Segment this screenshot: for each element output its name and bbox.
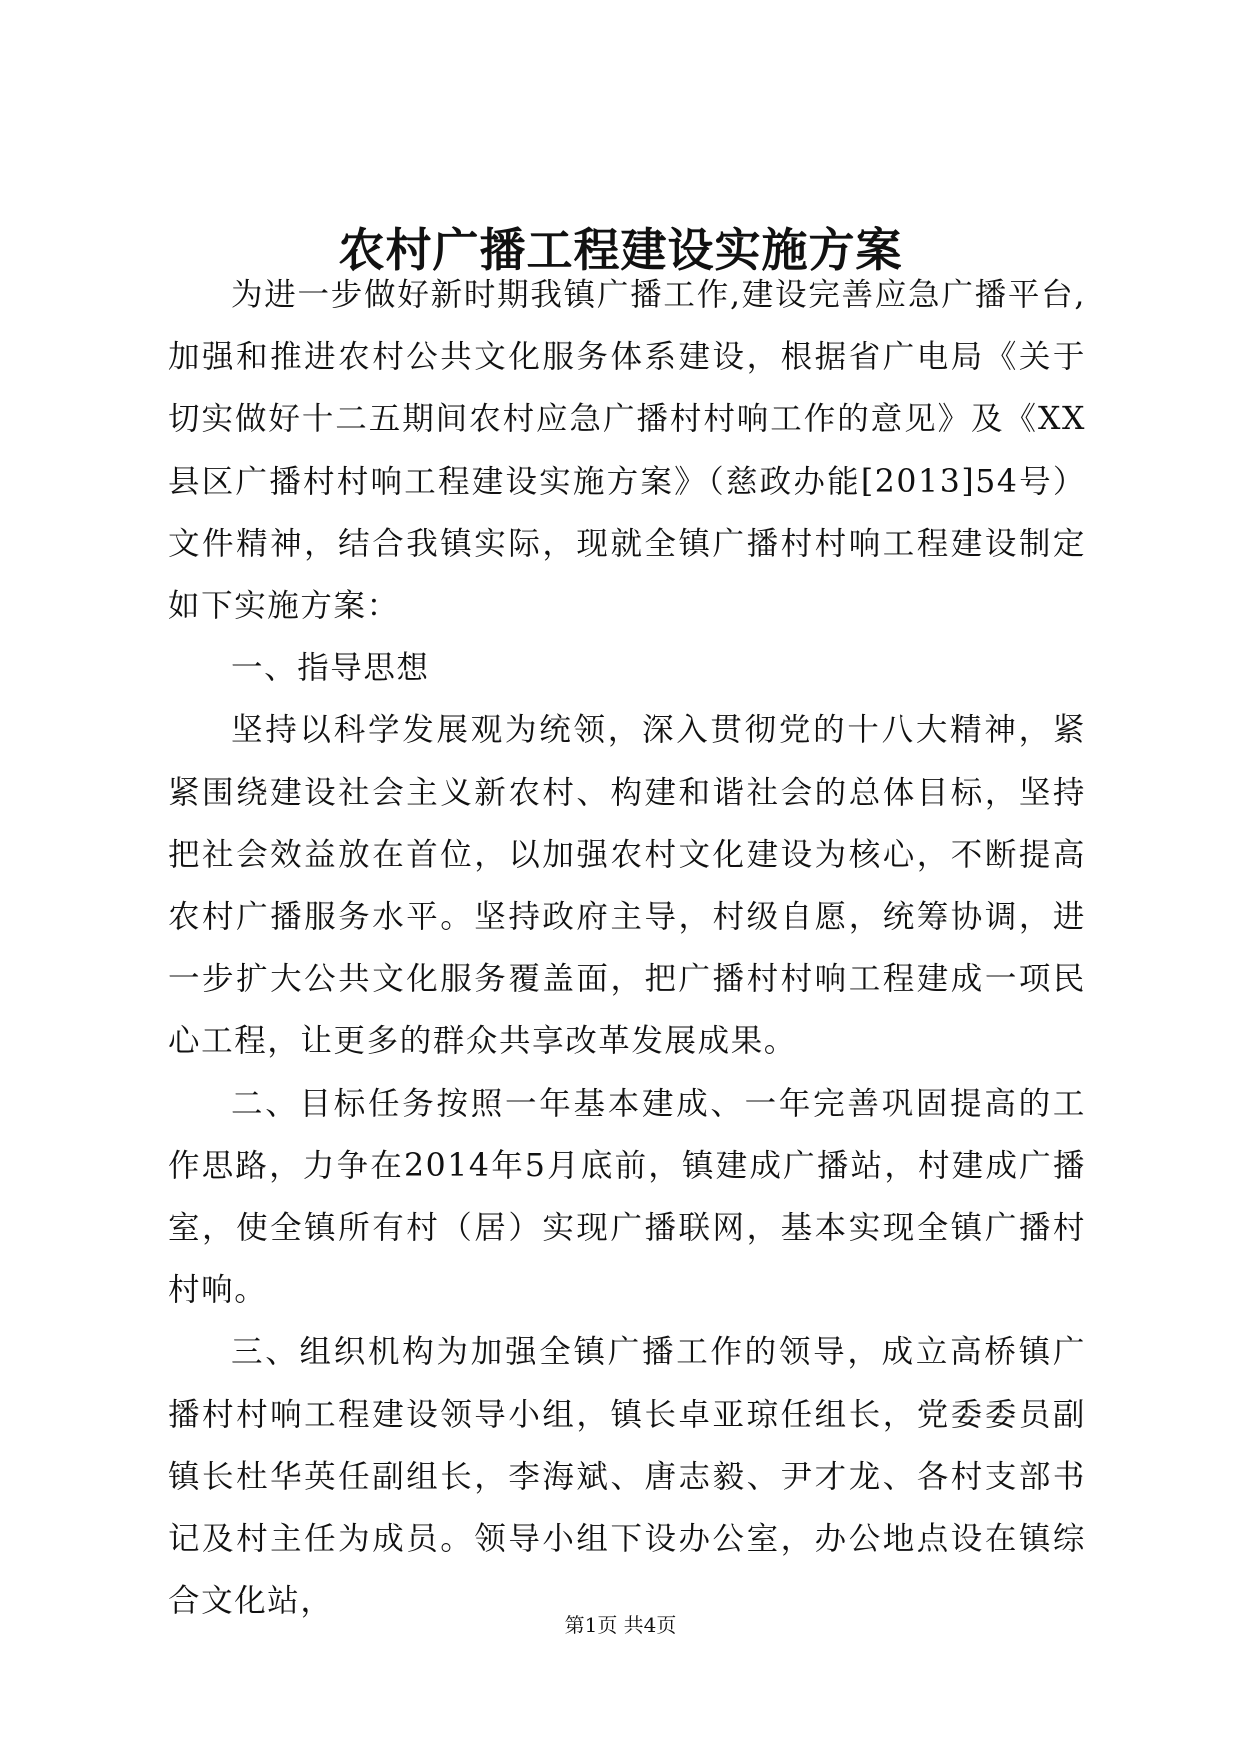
page-footer: 第1页 共4页 — [564, 1613, 677, 1637]
paragraph-intro: 为进一步做好新时期我镇广播工作,建设完善应急广播平台,加强和推进农村公共文化服务体系建设，根据省广电局《关于切实做好十二五期间农村应急广播村村响工作的意见》及《XX县区广播村村响工程建设实施方案》（慈政办能[2013]54号）文件精神，结合我镇实际，现就全镇广播村村响工程建设制定如下实施方案： — [168, 277, 1086, 625]
paragraph-organization: 三、组织机构为加强全镇广播工作的领导，成立高桥镇广播村村响工程建设领导小组，镇长卓亚琼任组长，党委委员副镇长杜华英任副组长，李海斌、唐志毅、尹才龙、各村支部书记及村主任为成员。领导小组下设办公室，办公地点设在镇综合文化站， — [168, 1334, 1086, 1620]
paragraph-objectives: 二、目标任务按照一年基本建成、一年完善巩固提高的工作思路，力争在2014年5月底前，镇建成广播站，村建成广播室，使全镇所有村（居）实现广播联网，基本实现全镇广播村村响。 — [168, 1085, 1086, 1309]
paragraph-guiding-ideology: 坚持以科学发展观为统领，深入贯彻党的十八大精神，紧紧围绕建设社会主义新农村、构建和谐社会的总体目标，坚持把社会效益放在首位，以加强农村文化建设为核心，不断提高农村广播服务水平。坚持政府主导，村级自愿，统筹协调，进一步扩大公共文化服务覆盖面，把广播村村响工程建成一项民心工程，让更多的群众共享改革发展成果。 — [168, 712, 1086, 1060]
section-heading-guiding-ideology: 一、指导思想 — [231, 650, 430, 687]
document-title: 农村广播工程建设实施方案 — [338, 223, 903, 277]
document-body — [168, 264, 1086, 1632]
